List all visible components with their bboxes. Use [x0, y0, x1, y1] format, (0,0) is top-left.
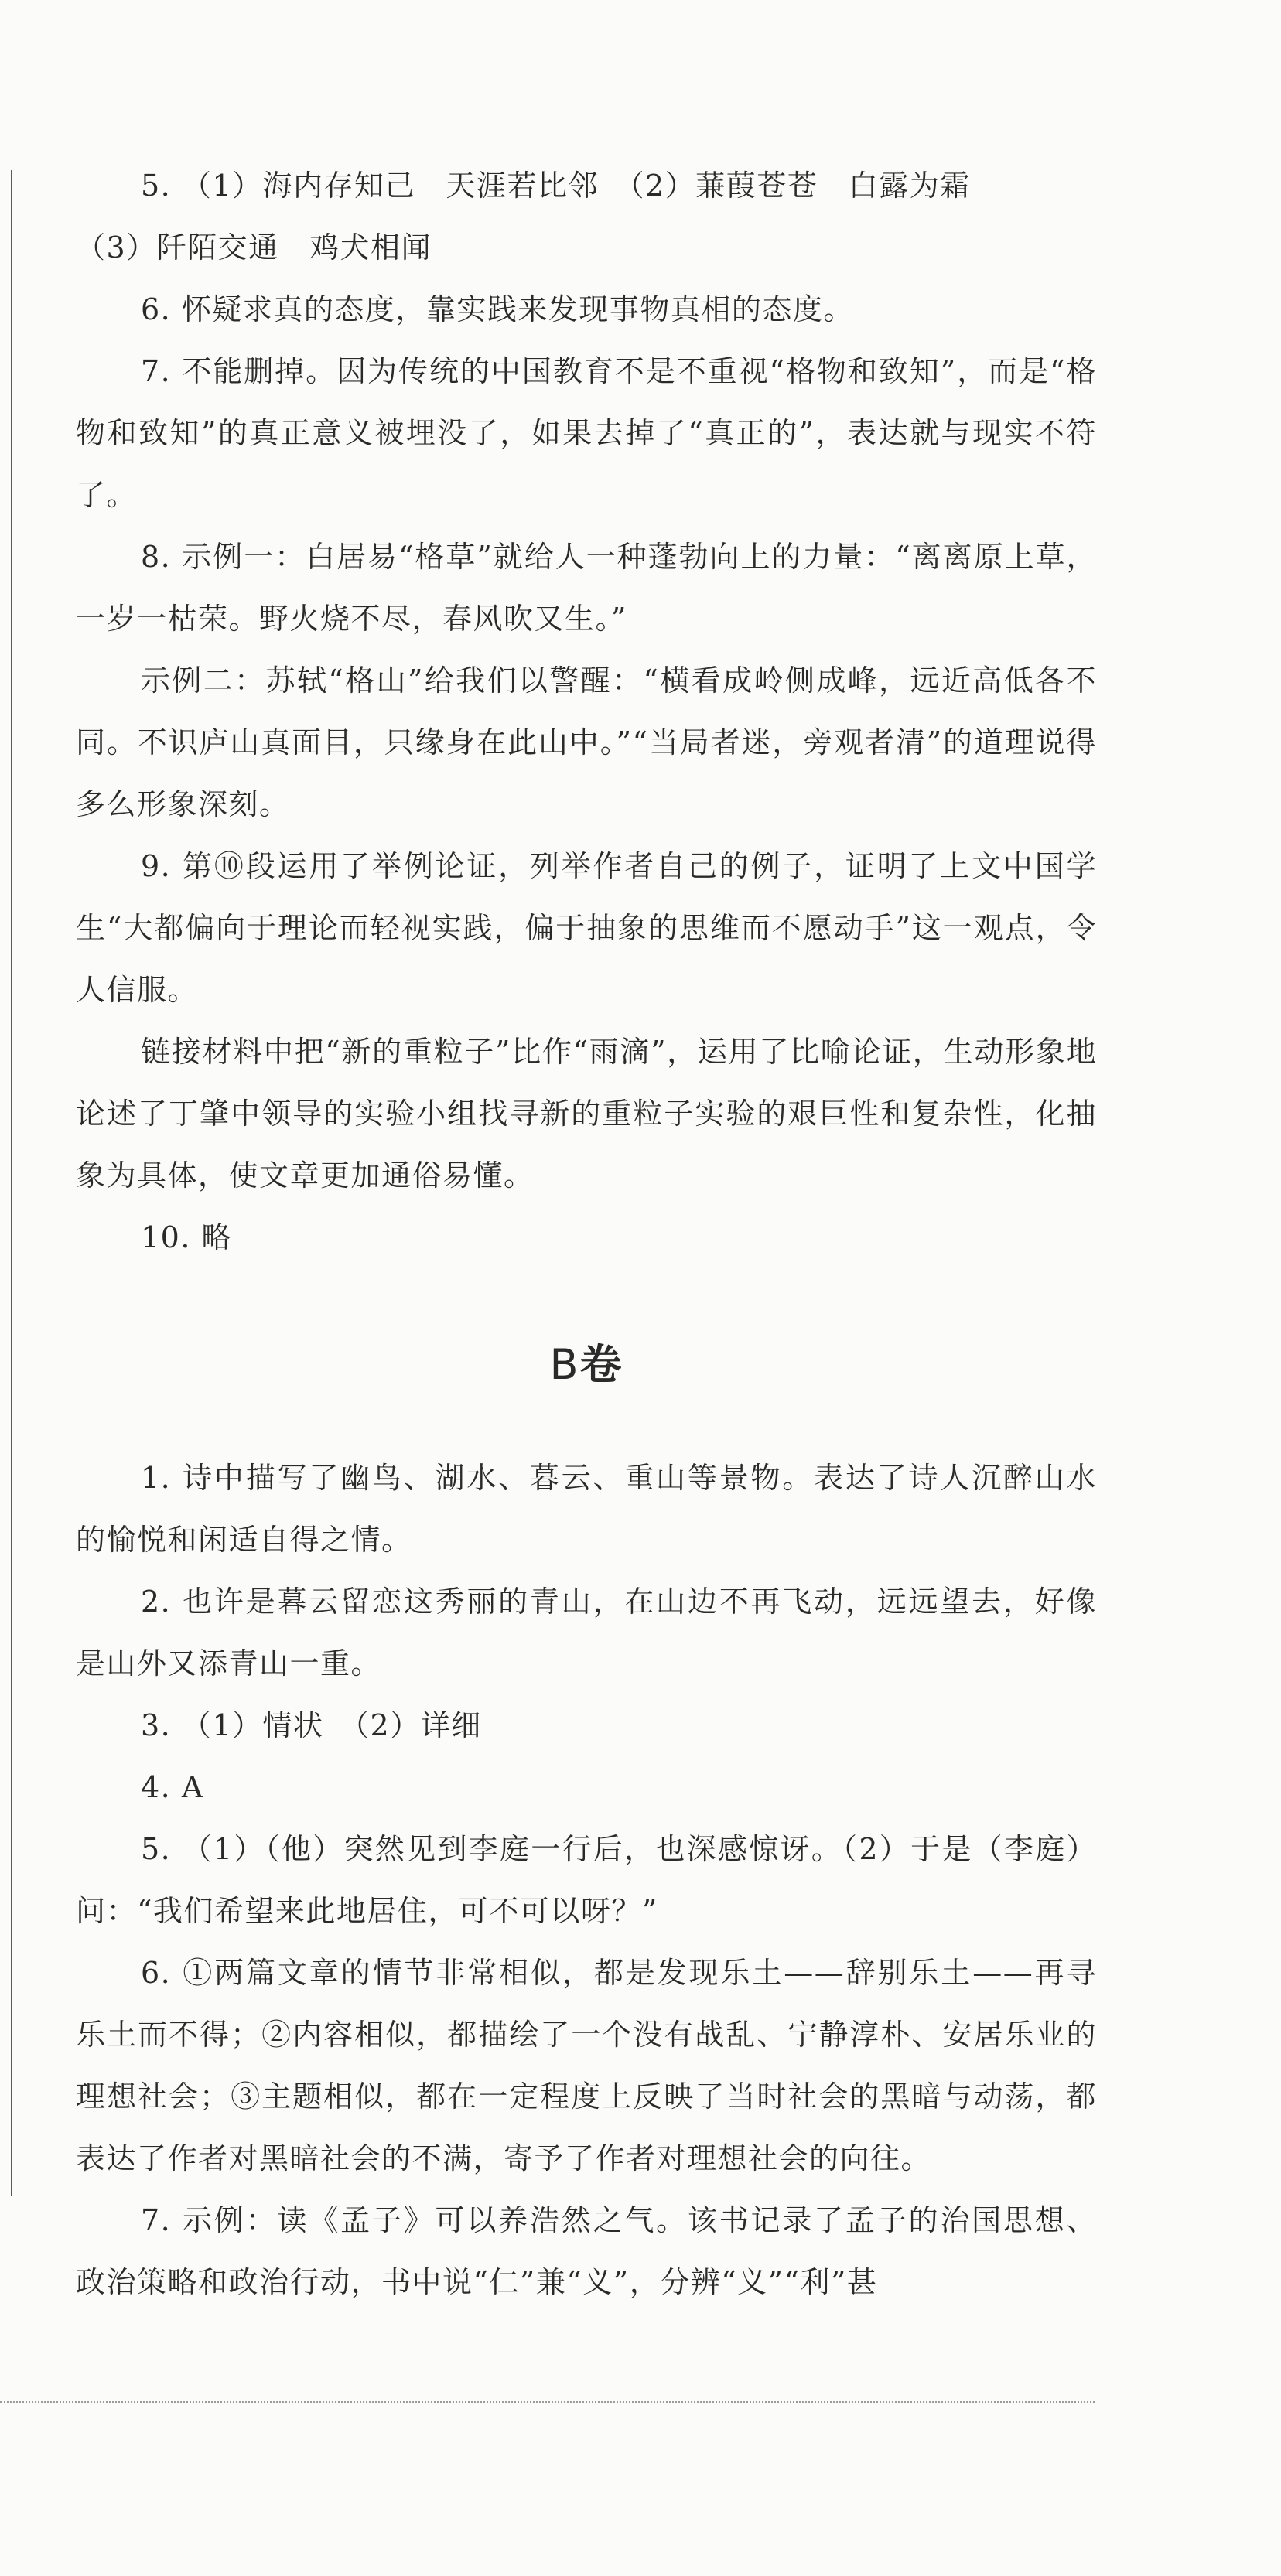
answer-b-3: 3. （1）情状 （2）详细: [141, 1708, 482, 1742]
section-b-letter: B: [549, 1340, 580, 1389]
section-b-word: 卷: [579, 1339, 623, 1389]
answer-b-2: 2. 也许是暮云留恋这秀丽的青山，在山边不再飞动，远远望去，好像是山外又添青山一重。: [76, 1585, 1097, 1680]
answer-content: [76, 155, 1097, 2313]
section-title-gap: [76, 1404, 1097, 1447]
answer-a-5-line1: 5. （1）海内存知己 天涯若比邻 （2）蒹葭苍苍 白露为霜: [141, 169, 971, 203]
answer-b-5: 5. （1）（他）突然见到李庭一行后，也深感惊讶。（2）于是（李庭）问：“我们希望来此地居住，可不可以呀？”: [76, 1832, 1097, 1928]
section-b-title: [76, 1326, 1097, 1404]
answer-b-1: 1. 诗中描写了幽鸟、湖水、暮云、重山等景物。表达了诗人沉醉山水的愉悦和闲适自得之情。: [76, 1461, 1097, 1557]
answer-b-4: 4. A: [141, 1770, 204, 1804]
bottom-dotted-rule: [0, 2401, 1095, 2403]
answer-a-6: 6. 怀疑求真的态度，靠实践来发现事物真相的态度。: [141, 292, 854, 326]
answer-a-5-line2: （3）阡陌交通 鸡犬相闻: [76, 230, 432, 264]
answer-a-7: 7. 不能删掉。因为传统的中国教育不是不重视“格物和致知”，而是“格物和致知”的真正意义被埋没了，如果去掉了“真正的”，表达就与现实不符了。: [76, 354, 1097, 512]
answer-a-8-example2: 示例二：苏轼“格山”给我们以警醒：“横看成岭侧成峰，远近高低各不同。不识庐山真面目，只缘身在此山中。”“当局者迷，旁观者清”的道理说得多么形象深刻。: [76, 664, 1097, 821]
answer-a-9-para2: 链接材料中把“新的重粒子”比作“雨滴”，运用了比喻论证，生动形象地论述了丁肇中领导的实验小组找寻新的重粒子实验的艰巨性和复杂性，化抽象为具体，使文章更加通俗易懂。: [76, 1035, 1097, 1192]
answer-a-8-example1: 8. 示例一：白居易“格草”就给人一种蓬勃向上的力量：“离离原上草，一岁一枯荣。野火烧不尽，春风吹又生。”: [76, 540, 1097, 636]
answer-a-9-para1: 9. 第⑩段运用了举例论证，列举作者自己的例子，证明了上文中国学生“大都偏向于理论而轻视实践，偏于抽象的思维而不愿动手”这一观点，令人信服。: [76, 849, 1097, 1007]
left-margin-rule: [11, 170, 12, 2196]
section-gap: [76, 1268, 1097, 1326]
answer-b-7: 7. 示例：读《孟子》可以养浩然之气。该书记录了孟子的治国思想、政治策略和政治行动，书中说“仁”兼“义”，分辨“义”“利”甚: [76, 2203, 1097, 2299]
answer-b-6: 6. ①两篇文章的情节非常相似，都是发现乐土——辞别乐土——再寻乐土而不得；②内容相似，都描绘了一个没有战乱、宁静淳朴、安居乐业的理想社会；③主题相似，都在一定程度上反映了当时社会的黑暗与动荡，都表达了作者对黑暗社会的不满，寄予了作者对理想社会的向往。: [76, 1956, 1097, 2175]
answer-a-10: 10. 略: [141, 1220, 233, 1254]
